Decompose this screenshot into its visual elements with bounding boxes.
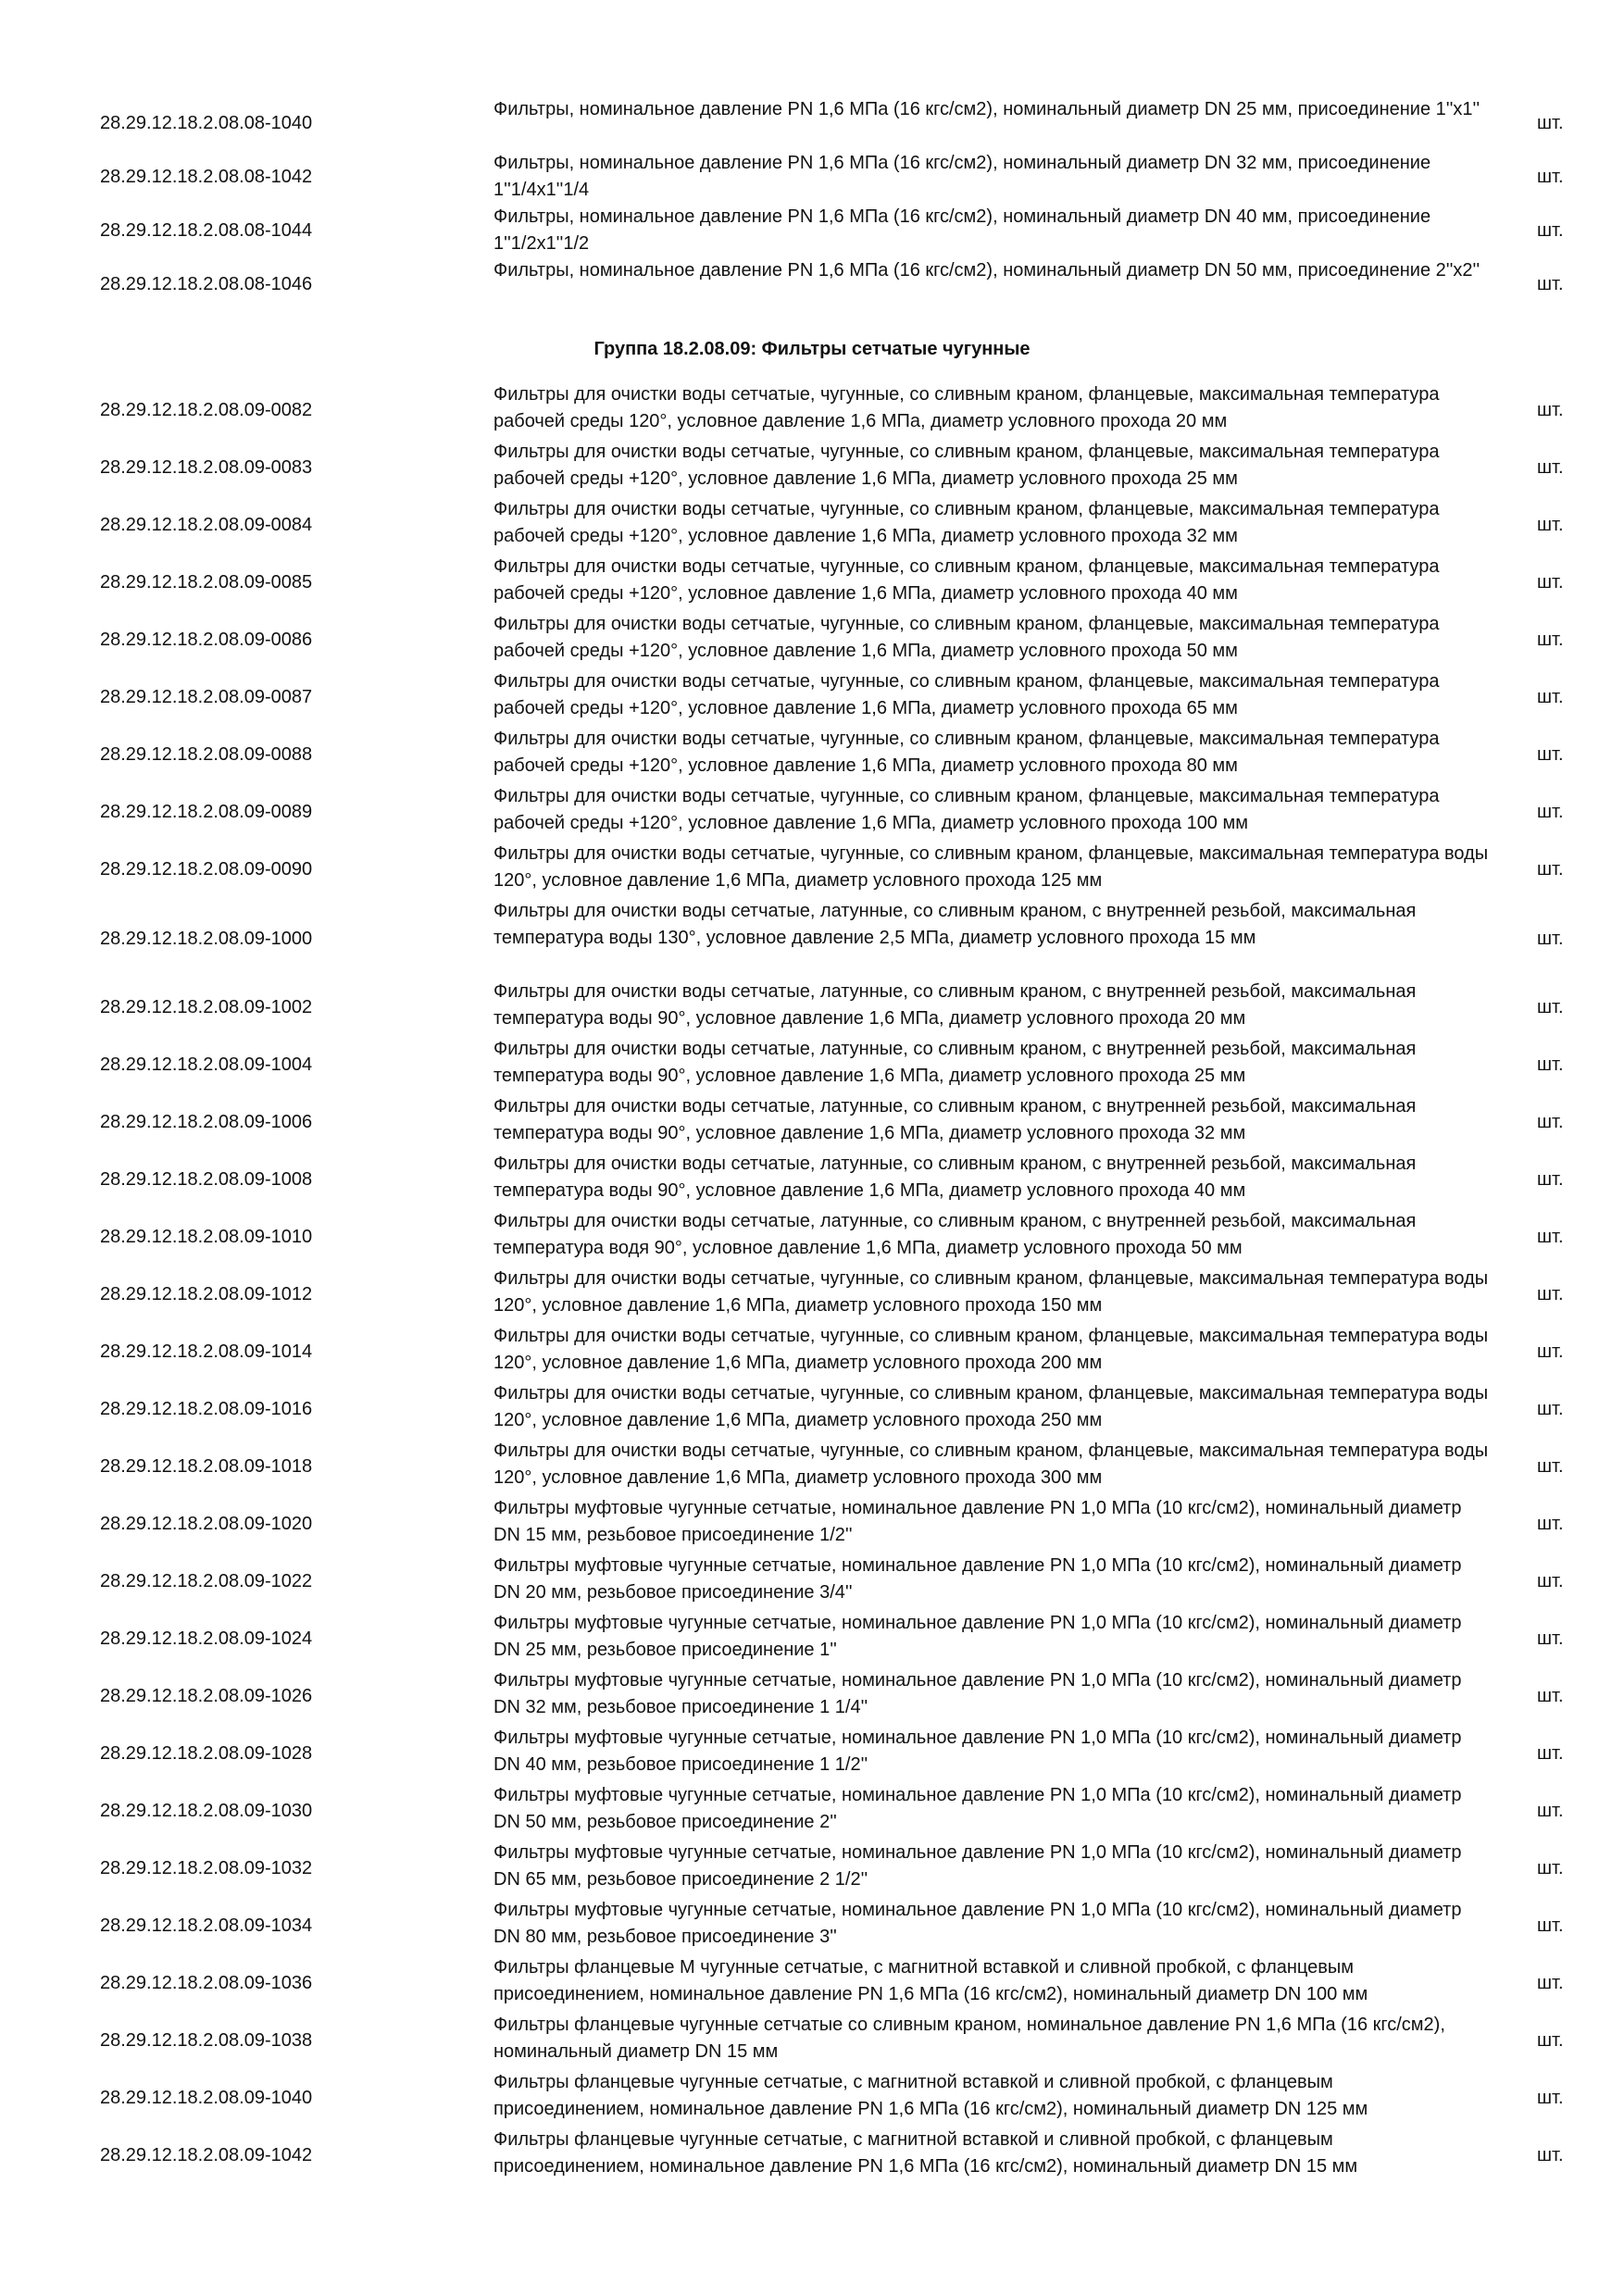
item-unit: шт. [1537,687,1564,707]
item-unit: шт. [1537,2030,1564,2051]
table-row [0,611,1624,668]
item-code: 28.29.12.18.2.08.09-1024 [100,1628,313,1649]
table-row [0,898,1624,979]
item-description: Фильтры для очистки воды сетчатые, чугунные, со сливным краном, фланцевые, максимальная температура рабочей среды 120°, условное давление 1,6 МПа, диаметр условного прохода 20 мм [493,384,1440,431]
item-code: 28.29.12.18.2.08.09-0082 [100,400,313,420]
item-code: 28.29.12.18.2.08.09-0086 [100,630,313,650]
item-unit: шт. [1537,1801,1564,1821]
table-row [0,2127,1624,2184]
table-row [0,1553,1624,1610]
item-description: Фильтры фланцевые чугунные сетчатые, с магнитной вставкой и сливной пробкой, с фланцевым присоединением, номинальное давление PN 1,6 МПа (16 кгс/см2), номинальный диаметр DN 15 мм [493,2129,1358,2177]
table-row [0,726,1624,783]
table-row [0,1782,1624,1840]
item-unit: шт. [1537,1858,1564,1878]
group-heading: Группа 18.2.08.09: Фильтры сетчатые чугунные [593,339,1031,359]
table-row [0,150,1624,204]
item-description: Фильтры для очистки воды сетчатые, чугунные, со сливным краном, фланцевые, максимальная температура воды 120°, условное давление 1,6 МПа, диаметр условного прохода 125 мм [493,843,1489,891]
item-code: 28.29.12.18.2.08.09-1002 [100,997,313,1017]
item-description: Фильтры муфтовые чугунные сетчатые, номинальное давление PN 1,0 МПа (10 кгс/см2), номинальный диаметр DN 32 мм, резьбовое присоединение 1 1/4'' [493,1670,1462,1717]
item-description: Фильтры для очистки воды сетчатые, чугунные, со сливным краном, фланцевые, максимальная температура рабочей среды +120°, условное давление 1,6 МПа, диаметр условного прохода 25 мм [493,442,1440,489]
item-code: 28.29.12.18.2.08.09-1042 [100,2145,313,2165]
item-code: 28.29.12.18.2.08.09-1030 [100,1801,313,1821]
item-code: 28.29.12.18.2.08.09-1006 [100,1112,313,1132]
item-code: 28.29.12.18.2.08.09-1004 [100,1054,313,1075]
item-code: 28.29.12.18.2.08.09-1022 [100,1571,313,1591]
item-unit: шт. [1537,515,1564,535]
item-description: Фильтры, номинальное давление PN 1,6 МПа (16 кгс/см2), номинальный диаметр DN 25 мм, присоединение 1''х1'' [493,99,1480,119]
item-code: 28.29.12.18.2.08.09-0089 [100,802,313,822]
item-code: 28.29.12.18.2.08.09-1010 [100,1227,313,1247]
item-unit: шт. [1537,997,1564,1017]
item-description: Фильтры для очистки воды сетчатые, чугунные, со сливным краном, фланцевые, максимальная температура рабочей среды +120°, условное давление 1,6 МПа, диаметр условного прохода 32 мм [493,499,1440,546]
item-code: 28.29.12.18.2.08.09-1008 [100,1169,313,1190]
item-description: Фильтры фланцевые чугунные сетчатые со сливным краном, номинальное давление PN 1,6 МПа (16 кгс/см2), номинальный диаметр DN 15 мм [493,2015,1445,2062]
item-code: 28.29.12.18.2.08.09-1020 [100,1514,313,1534]
item-description: Фильтры для очистки воды сетчатые, чугунные, со сливным краном, фланцевые, максимальная температура рабочей среды +120°, условное давление 1,6 МПа, диаметр условного прохода 40 мм [493,556,1440,604]
table-row [0,381,1624,439]
item-code: 28.29.12.18.2.08.09-1038 [100,2030,313,2051]
item-unit: шт. [1537,630,1564,650]
table-row [0,1036,1624,1093]
table-row [0,1897,1624,1954]
item-unit: шт. [1537,1514,1564,1534]
table-row [0,783,1624,841]
item-code: 28.29.12.18.2.08.09-1012 [100,1284,313,1304]
table-row [0,1667,1624,1725]
item-code: 28.29.12.18.2.08.08-1040 [100,113,313,133]
item-unit: шт. [1537,572,1564,593]
item-code: 28.29.12.18.2.08.09-1034 [100,1915,313,1936]
item-code: 28.29.12.18.2.08.09-1016 [100,1399,313,1419]
table-row [0,204,1624,257]
table-row [0,1495,1624,1553]
table-row [0,841,1624,898]
table-row [0,979,1624,1036]
item-unit: шт. [1537,1456,1564,1477]
item-unit: шт. [1537,167,1564,187]
item-description: Фильтры муфтовые чугунные сетчатые, номинальное давление PN 1,0 МПа (10 кгс/см2), номинальный диаметр DN 25 мм, резьбовое присоединение 1'' [493,1613,1462,1660]
table-row [0,1610,1624,1667]
table-row [0,1438,1624,1495]
item-code: 28.29.12.18.2.08.09-0088 [100,744,313,765]
item-unit: шт. [1537,1112,1564,1132]
item-unit: шт. [1537,113,1564,133]
item-unit: шт. [1537,802,1564,822]
table-row [0,96,1624,150]
item-description: Фильтры для очистки воды сетчатые, латунные, со сливным краном, с внутренней резьбой, максимальная температура водя 90°, условное давление 1,6 МПа, диаметр условного прохода 50 мм [493,1211,1417,1258]
item-code: 28.29.12.18.2.08.09-1032 [100,1858,313,1878]
item-unit: шт. [1537,400,1564,420]
item-code: 28.29.12.18.2.08.08-1042 [100,167,313,187]
table-row [0,1093,1624,1151]
item-code: 28.29.12.18.2.08.09-0087 [100,687,313,707]
item-description: Фильтры для очистки воды сетчатые, чугунные, со сливным краном, фланцевые, максимальная температура воды 120°, условное давление 1,6 МПа, диаметр условного прохода 200 мм [493,1326,1489,1373]
item-code: 28.29.12.18.2.08.08-1046 [100,274,313,294]
item-unit: шт. [1537,1973,1564,1993]
item-unit: шт. [1537,1686,1564,1706]
item-unit: шт. [1537,1399,1564,1419]
item-unit: шт. [1537,1341,1564,1362]
item-code: 28.29.12.18.2.08.09-1018 [100,1456,313,1477]
item-description: Фильтры для очистки воды сетчатые, латунные, со сливным краном, с внутренней резьбой, максимальная температура воды 90°, условное давление 1,6 МПа, диаметр условного прохода 25 мм [493,1039,1417,1086]
table-row [0,1266,1624,1323]
table-row [0,554,1624,611]
item-description: Фильтры для очистки воды сетчатые, чугунные, со сливным краном, фланцевые, максимальная температура воды 120°, условное давление 1,6 МПа, диаметр условного прохода 300 мм [493,1441,1489,1488]
item-code: 28.29.12.18.2.08.09-0090 [100,859,313,880]
item-description: Фильтры муфтовые чугунные сетчатые, номинальное давление PN 1,0 МПа (10 кгс/см2), номинальный диаметр DN 80 мм, резьбовое присоединение 3'' [493,1900,1462,1947]
item-code: 28.29.12.18.2.08.09-1000 [100,929,313,949]
item-unit: шт. [1537,1169,1564,1190]
item-unit: шт. [1537,744,1564,765]
item-code: 28.29.12.18.2.08.08-1044 [100,220,313,241]
item-unit: шт. [1537,1054,1564,1075]
table-row [0,1840,1624,1897]
item-unit: шт. [1537,1284,1564,1304]
item-description: Фильтры для очистки воды сетчатые, чугунные, со сливным краном, фланцевые, максимальная температура рабочей среды +120°, условное давление 1,6 МПа, диаметр условного прохода 100 мм [493,786,1440,833]
item-unit: шт. [1537,1628,1564,1649]
item-description: Фильтры для очистки воды сетчатые, чугунные, со сливным краном, фланцевые, максимальная температура воды 120°, условное давление 1,6 МПа, диаметр условного прохода 250 мм [493,1383,1489,1430]
table-row [0,1725,1624,1782]
item-description: Фильтры для очистки воды сетчатые, чугунные, со сливным краном, фланцевые, максимальная температура рабочей среды +120°, условное давление 1,6 МПа, диаметр условного прохода 50 мм [493,614,1440,661]
item-unit: шт. [1537,859,1564,880]
item-unit: шт. [1537,1743,1564,1764]
item-code: 28.29.12.18.2.08.09-1026 [100,1686,313,1706]
item-description: Фильтры муфтовые чугунные сетчатые, номинальное давление PN 1,0 МПа (10 кгс/см2), номинальный диаметр DN 50 мм, резьбовое присоединение 2'' [493,1785,1462,1832]
item-code: 28.29.12.18.2.08.09-1028 [100,1743,313,1764]
item-code: 28.29.12.18.2.08.09-1040 [100,2088,313,2108]
table-row [0,439,1624,496]
table-row [0,668,1624,726]
table-row [0,496,1624,554]
item-unit: шт. [1537,457,1564,478]
table-row [0,1323,1624,1380]
table-row [0,1380,1624,1438]
item-description: Фильтры муфтовые чугунные сетчатые, номинальное давление PN 1,0 МПа (10 кгс/см2), номинальный диаметр DN 15 мм, резьбовое присоединение 1/2'' [493,1498,1462,1545]
item-code: 28.29.12.18.2.08.09-1036 [100,1973,313,1993]
item-description: Фильтры, номинальное давление PN 1,6 МПа (16 кгс/см2), номинальный диаметр DN 40 мм, присоединение 1''1/2х1''1/2 [493,206,1431,254]
table-row [0,1208,1624,1266]
item-description: Фильтры, номинальное давление PN 1,6 МПа (16 кгс/см2), номинальный диаметр DN 50 мм, присоединение 2''х2'' [493,260,1480,281]
item-unit: шт. [1537,2088,1564,2108]
table-row [0,2012,1624,2069]
item-unit: шт. [1537,274,1564,294]
item-unit: шт. [1537,1227,1564,1247]
item-unit: шт. [1537,2145,1564,2165]
item-code: 28.29.12.18.2.08.09-0085 [100,572,313,593]
item-description: Фильтры для очистки воды сетчатые, латунные, со сливным краном, с внутренней резьбой, максимальная температура воды 90°, условное давление 1,6 МПа, диаметр условного прохода 20 мм [493,981,1417,1029]
item-unit: шт. [1537,929,1564,949]
item-description: Фильтры для очистки воды сетчатые, чугунные, со сливным краном, фланцевые, максимальная температура рабочей среды +120°, условное давление 1,6 МПа, диаметр условного прохода 65 мм [493,671,1440,718]
item-description: Фильтры фланцевые М чугунные сетчатые, с магнитной вставкой и сливной пробкой, с фланцевым присоединением, номинальное давление PN 1,6 МПа (16 кгс/см2), номинальный диаметр DN 100 мм [493,1957,1368,2004]
item-description: Фильтры для очистки воды сетчатые, чугунные, со сливным краном, фланцевые, максимальная температура рабочей среды +120°, условное давление 1,6 МПа, диаметр условного прохода 80 мм [493,729,1440,776]
table-row [0,257,1624,311]
item-description: Фильтры для очистки воды сетчатые, латунные, со сливным краном, с внутренней резьбой, максимальная температура воды 130°, условное давление 2,5 МПа, диаметр условного прохода 15 мм [493,901,1417,948]
table-row [0,1954,1624,2012]
table-row [0,2069,1624,2127]
item-unit: шт. [1537,220,1564,241]
item-unit: шт. [1537,1571,1564,1591]
item-description: Фильтры для очистки воды сетчатые, латунные, со сливным краном, с внутренней резьбой, максимальная температура воды 90°, условное давление 1,6 МПа, диаметр условного прохода 32 мм [493,1096,1417,1143]
item-description: Фильтры для очистки воды сетчатые, чугунные, со сливным краном, фланцевые, максимальная температура воды 120°, условное давление 1,6 МПа, диаметр условного прохода 150 мм [493,1268,1489,1316]
item-code: 28.29.12.18.2.08.09-0083 [100,457,313,478]
item-code: 28.29.12.18.2.08.09-0084 [100,515,313,535]
table-row [0,1151,1624,1208]
item-description: Фильтры для очистки воды сетчатые, латунные, со сливным краном, с внутренней резьбой, максимальная температура воды 90°, условное давление 1,6 МПа, диаметр условного прохода 40 мм [493,1154,1417,1201]
item-code: 28.29.12.18.2.08.09-1014 [100,1341,313,1362]
item-description: Фильтры, номинальное давление PN 1,6 МПа (16 кгс/см2), номинальный диаметр DN 32 мм, присоединение 1''1/4х1''1/4 [493,153,1431,200]
item-description: Фильтры муфтовые чугунные сетчатые, номинальное давление PN 1,0 МПа (10 кгс/см2), номинальный диаметр DN 40 мм, резьбовое присоединение 1 1/2'' [493,1728,1462,1775]
item-unit: шт. [1537,1915,1564,1936]
item-description: Фильтры муфтовые чугунные сетчатые, номинальное давление PN 1,0 МПа (10 кгс/см2), номинальный диаметр DN 65 мм, резьбовое присоединение 2 1/2'' [493,1842,1462,1890]
item-description: Фильтры муфтовые чугунные сетчатые, номинальное давление PN 1,0 МПа (10 кгс/см2), номинальный диаметр DN 20 мм, резьбовое присоединение 3/4'' [493,1555,1462,1603]
item-description: Фильтры фланцевые чугунные сетчатые, с магнитной вставкой и сливной пробкой, с фланцевым присоединением, номинальное давление PN 1,6 МПа (16 кгс/см2), номинальный диаметр DN 125 мм [493,2072,1368,2119]
